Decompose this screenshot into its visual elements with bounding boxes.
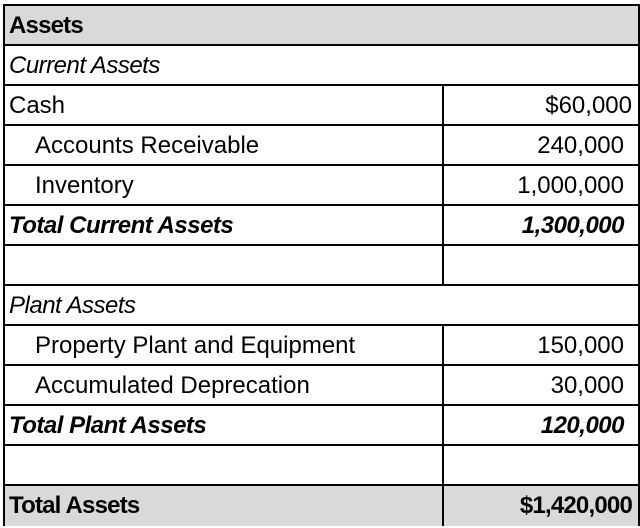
- accumulated-depreciation-value[interactable]: 30,000: [442, 366, 638, 404]
- accumulated-depreciation-label[interactable]: Accumulated Deprecation: [35, 372, 310, 399]
- cash-label[interactable]: Cash: [9, 92, 66, 119]
- empty-cell[interactable]: [5, 246, 442, 284]
- empty-cell[interactable]: [5, 446, 442, 484]
- assets-header-row: [5, 6, 638, 46]
- total-assets-label[interactable]: Total Assets: [9, 492, 140, 519]
- empty-cell[interactable]: [442, 246, 638, 284]
- table-row: [5, 326, 638, 366]
- total-plant-assets-row: [5, 406, 638, 446]
- total-assets-value[interactable]: $1,420,000: [442, 486, 638, 526]
- total-assets-row: [5, 486, 638, 526]
- inventory-value[interactable]: 1,000,000: [442, 166, 638, 204]
- current-assets-section-row: [5, 46, 638, 86]
- assets-header[interactable]: Assets: [9, 12, 83, 39]
- accounts-receivable-label[interactable]: Accounts Receivable: [35, 132, 260, 159]
- empty-row: [5, 246, 638, 286]
- total-current-assets-label[interactable]: Total Current Assets: [9, 212, 234, 239]
- total-current-assets-value[interactable]: 1,300,000: [442, 206, 638, 244]
- total-current-assets-row: [5, 206, 638, 246]
- table-row: [5, 366, 638, 406]
- current-assets-section-label[interactable]: Current Assets: [9, 52, 160, 79]
- table-row: [5, 126, 638, 166]
- balance-sheet-table: [3, 4, 640, 526]
- accounts-receivable-value[interactable]: 240,000: [442, 126, 638, 164]
- total-plant-assets-label[interactable]: Total Plant Assets: [9, 412, 207, 439]
- total-plant-assets-value[interactable]: 120,000: [442, 406, 638, 444]
- inventory-label[interactable]: Inventory: [35, 172, 134, 199]
- empty-cell[interactable]: [442, 446, 638, 484]
- plant-assets-section-row: [5, 286, 638, 326]
- table-row: [5, 86, 638, 126]
- ppe-label[interactable]: Property Plant and Equipment: [35, 332, 356, 359]
- plant-assets-section-label[interactable]: Plant Assets: [9, 292, 136, 319]
- cash-value[interactable]: $60,000: [442, 86, 638, 124]
- table-row: [5, 166, 638, 206]
- ppe-value[interactable]: 150,000: [442, 326, 638, 364]
- empty-row: [5, 446, 638, 486]
